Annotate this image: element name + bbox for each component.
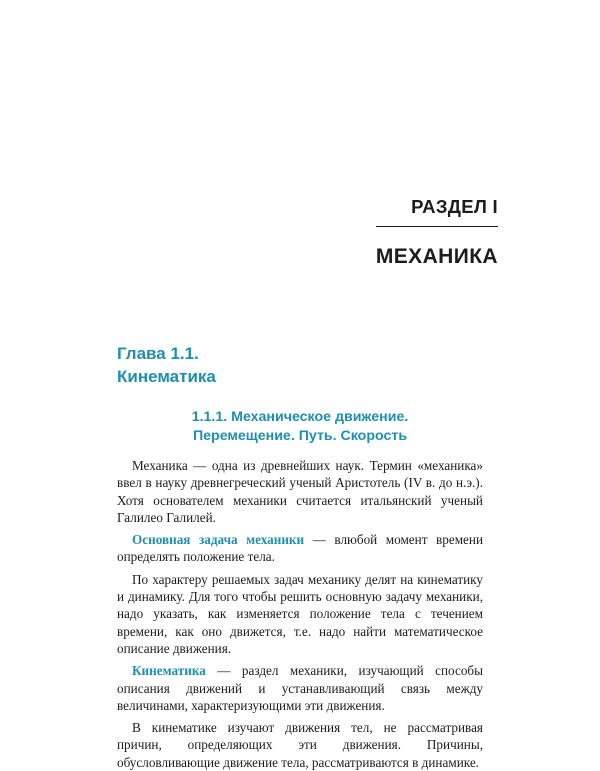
section-label: РАЗДЕЛ I <box>376 196 498 227</box>
paragraph-4 <box>117 662 483 714</box>
subsection-heading <box>117 408 483 446</box>
paragraph-2-text: — влюбой момент времени определять положение тела. <box>117 532 484 565</box>
section-heading-block <box>376 196 498 269</box>
paragraph-5: В кинематике изучают движения тел, не рассматривая причин, определяющих эти движения. Причины, обусловливающие движение тела, рассматриваются в динамике. <box>117 720 483 770</box>
chapter-title: Кинематика <box>117 367 216 386</box>
paragraph-4-text: — раздел механики, изучающий способы описания движений и устанавливающий связь между величинами, характеризующими эти движения. <box>117 663 483 713</box>
paragraph-2 <box>117 531 483 566</box>
paragraph-1: Механика — одна из древнейших наук. Термин «механика» ввел в науку древнегреческий ученый Аристотель (IV в. до н.э.). Хотя основателем механики считается итальянский ученый Галилео Галилей. <box>117 458 483 525</box>
paragraph-3: По характеру решаемых задач механику делят на кинематику и динамику. Для того чтобы решить основную задачу механики, надо указать, как изменяется положение тела с течением времени, как оно движется, т.е. надо найти математическое описание движения. <box>117 571 483 656</box>
subsection-line-2: Перемещение. Путь. Скорость <box>192 428 408 444</box>
chapter-heading <box>117 342 216 388</box>
chapter-number: Глава 1.1. <box>117 344 199 363</box>
subsection-line-1: 1.1.1. Механическое движение. <box>191 409 409 425</box>
term-kinematics: Кинематика <box>132 663 206 679</box>
term-main-task: Основная задача механики <box>132 532 305 548</box>
section-title: МЕХАНИКА <box>375 245 498 268</box>
body-text <box>117 457 483 771</box>
